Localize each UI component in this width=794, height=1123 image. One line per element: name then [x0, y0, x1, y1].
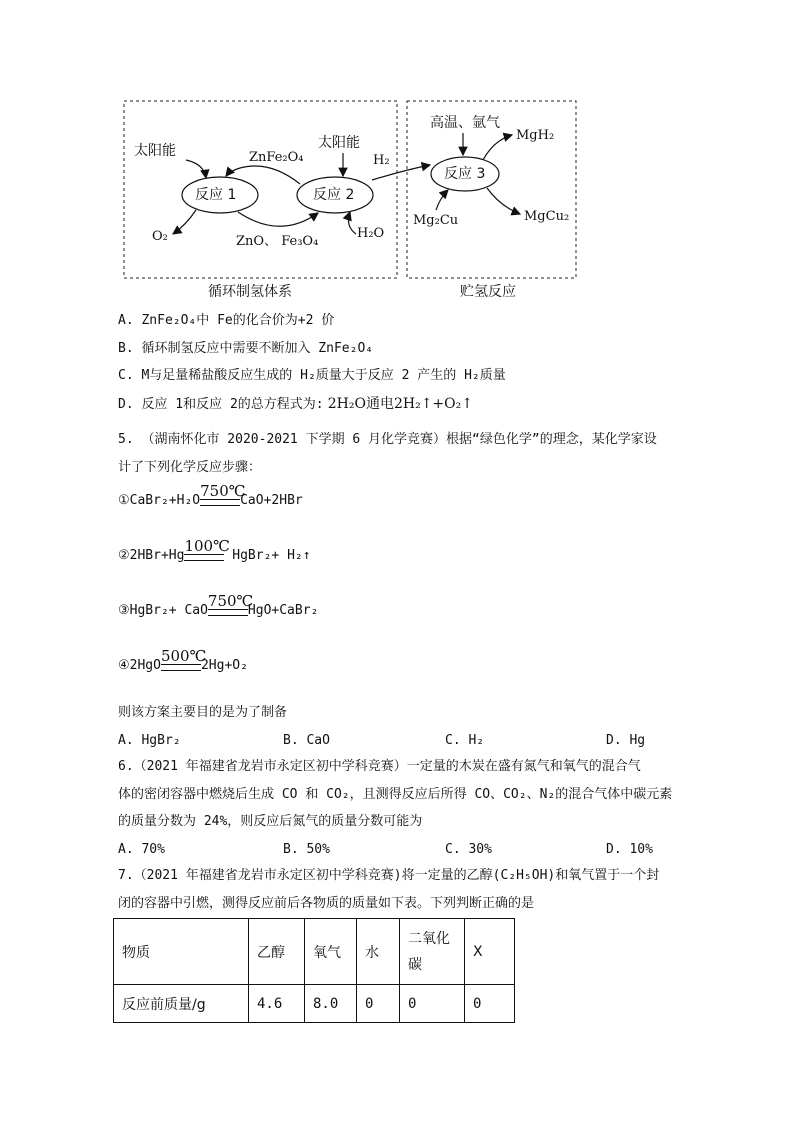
- step-3-condition: [207, 592, 254, 619]
- step-1-condition-text: 750℃: [200, 482, 246, 500]
- bottom-arc-arrow: [238, 212, 318, 226]
- step-3-reactants: ③HgBr₂+ CaO: [118, 603, 208, 618]
- table-cell: 8.0: [305, 985, 357, 1023]
- table-cell: 0: [465, 985, 515, 1023]
- q5-question: 则该方案主要目的是为了制备: [118, 705, 288, 720]
- mgcu2-arrow: [487, 188, 520, 214]
- solar-2-label: 太阳能: [318, 135, 360, 151]
- mass-table: [113, 918, 515, 1023]
- step-2-condition: [184, 537, 230, 564]
- reaction-3-label: 反应 3: [444, 166, 486, 182]
- mgcu2-label: MgCu₂: [524, 209, 570, 224]
- mgh2-label: MgH₂: [516, 128, 555, 143]
- step-3-products: HgO+CaBr₂: [247, 603, 319, 618]
- caption-right: 贮氢反应: [460, 284, 516, 300]
- table-cell: 0: [357, 985, 400, 1023]
- step-4-condition: [160, 647, 207, 674]
- q6-option-d: D. 10%: [606, 842, 653, 857]
- table-cell: 水: [357, 919, 400, 985]
- q5-stem-line2: 计了下列化学反应步骤：: [118, 460, 262, 475]
- table-cell: 反应前质量/g: [114, 985, 249, 1023]
- diagram-graphics: [0, 0, 794, 300]
- q5-step-3: [118, 594, 318, 619]
- table-cell: 二氧化碳: [400, 919, 465, 985]
- step-4-reactants: ④2HgO: [118, 658, 161, 673]
- znfe2o4-label: ZnFe₂O₄: [249, 150, 304, 165]
- step-2-reactants: ②2HBr+Hg: [118, 548, 185, 563]
- table-row: [114, 985, 515, 1023]
- q6-option-b: B. 50%: [283, 842, 330, 857]
- h2o-arrow: [348, 212, 356, 234]
- step-1-products: CaO+2HBr: [240, 493, 303, 508]
- reaction-2-label: 反应 2: [313, 187, 355, 203]
- q5-step-1: [118, 484, 303, 509]
- q4-option-d-equation: 2H₂O通电2H₂↑+O₂↑: [327, 396, 473, 412]
- table-cell: 氧气: [305, 919, 357, 985]
- q5-option-a: A. HgBr₂: [118, 733, 181, 748]
- solar-1-arrow: [186, 160, 206, 178]
- table-cell: 0: [400, 985, 465, 1023]
- table-header-row: [114, 919, 515, 985]
- table-cell: X: [465, 919, 515, 985]
- mg2cu-arrow: [436, 190, 448, 210]
- table-cell: 4.6: [249, 985, 305, 1023]
- high-temp-argon-label: 高温、氩气: [430, 115, 500, 131]
- step-3-condition-text: 750℃: [207, 592, 254, 610]
- q5-step-2: [118, 539, 311, 564]
- q4-option-c: C. M与足量稀盐酸反应生成的 H₂质量大于反应 2 产生的 H₂质量: [118, 368, 506, 383]
- q5-option-d: D. Hg: [606, 733, 646, 748]
- q7-line1: 7.（2021 年福建省龙岩市永定区初中学科竞赛)将一定量的乙醇(C₂H₅OH)和氧气置于一个封: [118, 868, 660, 883]
- caption-left: 循环制氢体系: [208, 284, 292, 300]
- q6-line1: 6.（2021 年福建省龙岩市永定区初中学科竞赛）一定量的木炭在盛有氮气和氧气的混合气: [118, 759, 641, 774]
- q4-option-d: [118, 396, 473, 413]
- q4-option-d-prefix: D. 反应 1和反应 2的总方程式为:: [118, 397, 324, 412]
- step-2-products: HgBr₂+ H₂↑: [224, 548, 311, 563]
- reaction-1-label: 反应 1: [195, 187, 237, 203]
- table-cell: 乙醇: [249, 919, 305, 985]
- q6-line3: 的质量分数为 24%，则反应后氮气的质量分数可能为: [118, 814, 423, 829]
- q4-option-a: A. ZnFe₂O₄中 Fe的化合价为+2 价: [118, 313, 335, 328]
- step-2-condition-text: 100℃: [184, 537, 230, 555]
- q5-step-4: [118, 649, 248, 674]
- q4-option-b: B. 循环制氢反应中需要不断加入 ZnFe₂O₄: [118, 341, 374, 356]
- h2o-label: H₂O: [357, 226, 385, 241]
- q7-line2: 闭的容器中引燃，测得反应前后各物质的质量如下表。下列判断正确的是: [118, 896, 535, 911]
- step-4-condition-text: 500℃: [160, 647, 207, 665]
- q5-option-c: C. H₂: [445, 733, 485, 748]
- table-cell: 物质: [114, 919, 249, 985]
- step-1-reactants: ①CaBr₂+H₂O: [118, 493, 201, 508]
- mgh2-arrow: [483, 135, 512, 160]
- cycle-box: [124, 101, 397, 278]
- solar-1-label: 太阳能: [134, 143, 176, 159]
- q6-line2: 体的密闭容器中燃烧后生成 CO 和 CO₂，且测得反应后所得 CO、CO₂、N₂的混合气体中碳元素: [118, 787, 673, 802]
- q5-option-b: B. CaO: [283, 733, 330, 748]
- step-1-condition: [200, 482, 246, 509]
- zno-fe3o4-label: ZnO、 Fe₃O₄: [236, 234, 319, 249]
- step-4-products: 2Hg+O₂: [200, 658, 248, 673]
- h2-label: H₂: [373, 153, 390, 168]
- q5-stem-line1: 5. （湖南怀化市 2020-2021 下学期 6 月化学竞赛）根据“绿色化学”的理念，某化学家设: [118, 432, 657, 447]
- mg2cu-label: Mg₂Cu: [413, 213, 459, 228]
- q6-option-a: A. 70%: [118, 842, 165, 857]
- q6-option-c: C. 30%: [445, 842, 492, 857]
- o2-arrow: [173, 210, 196, 234]
- o2-label: O₂: [152, 229, 168, 244]
- top-arc-arrow: [226, 166, 300, 184]
